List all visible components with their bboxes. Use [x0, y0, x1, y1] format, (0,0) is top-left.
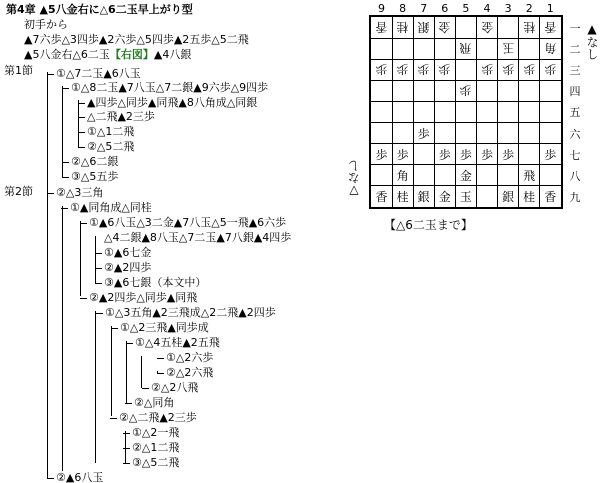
tree-branch	[111, 328, 118, 329]
sente-piece: 歩	[459, 147, 472, 162]
gote-piece: 金	[481, 20, 494, 34]
tree-line: ③△5五歩	[71, 170, 119, 183]
gote-piece: 歩	[502, 62, 515, 77]
tree-branch	[62, 88, 69, 89]
sente-hand: ▽なし	[347, 160, 361, 198]
tree-line: ②△1二飛	[132, 441, 180, 454]
diagram-link[interactable]: 【右図】	[109, 48, 154, 61]
tree-line: ③▲6七銀（本文中）	[104, 276, 207, 289]
sente-piece: 玉	[459, 189, 472, 204]
tree-branch	[95, 253, 102, 254]
tree-stem	[62, 206, 63, 471]
tree-line: ②△2八飛	[151, 381, 199, 394]
intro-line-3b: ▲4八銀	[153, 48, 192, 61]
rank-number: 四	[569, 85, 581, 99]
gote-piece: 歩	[396, 62, 409, 77]
file-number: 9	[378, 2, 385, 15]
grid-line	[371, 101, 561, 102]
gote-hand: ▲なし	[585, 22, 599, 60]
file-number: 2	[525, 2, 533, 15]
chapter-title: 第4章 ▲5八金右に△6二玉早上がり型	[6, 3, 193, 16]
gote-piece: 玉	[502, 41, 515, 56]
sente-piece: 歩	[502, 147, 515, 162]
grid-line	[434, 17, 435, 207]
tree-stem	[78, 100, 79, 147]
gote-piece: 金	[438, 20, 451, 34]
grid-line	[371, 122, 561, 123]
sente-piece: 歩	[375, 147, 388, 162]
tree-branch	[126, 343, 133, 344]
rank-number: 五	[569, 106, 581, 120]
intro-line-3a: ▲5八金右△6二玉	[24, 48, 110, 61]
tree-line: ①▲6七金	[104, 246, 152, 259]
sente-piece: 角	[396, 168, 409, 183]
tree-branch	[96, 313, 103, 314]
tree-line: 第1節	[4, 64, 33, 77]
rank-number: 二	[569, 43, 581, 57]
sente-piece: 香	[544, 189, 557, 204]
tree-line: ③△5二飛	[132, 456, 180, 469]
tree-stem	[126, 341, 127, 403]
tree-branch	[80, 223, 87, 224]
tree-stem	[141, 356, 142, 388]
tree-branch	[78, 117, 85, 118]
sente-piece: 飛	[523, 168, 536, 183]
tree-stem	[95, 311, 96, 463]
file-number: 8	[399, 2, 407, 15]
gote-piece: 桂	[396, 20, 409, 34]
tree-line: ②△5二飛	[87, 140, 135, 153]
tree-stem	[62, 86, 63, 177]
intro-line-1: 初手から	[24, 18, 68, 31]
file-number: 1	[546, 2, 554, 15]
tree-branch	[142, 388, 149, 389]
sente-piece: 桂	[523, 189, 536, 204]
board-caption: 【△6二玉まで】	[384, 218, 473, 232]
tree-stem	[157, 371, 158, 373]
tree-line: ②△同角	[134, 396, 175, 409]
gote-piece: 歩	[459, 83, 472, 98]
tree-branch	[157, 358, 164, 359]
sente-piece: 銀	[502, 189, 515, 204]
tree-branch	[78, 103, 85, 104]
tree-line: ②△2六飛	[166, 366, 214, 379]
tree-line: ①△2三飛▲同歩成	[120, 321, 209, 334]
file-number: 7	[420, 2, 428, 15]
gote-piece: 歩	[544, 62, 557, 77]
tree-stem	[80, 221, 81, 296]
tree-branch	[80, 298, 87, 299]
tree-branch	[125, 403, 132, 404]
tree-line: ①△2一飛	[132, 426, 180, 439]
sente-piece: 銀	[417, 189, 430, 204]
tree-branch	[47, 74, 54, 75]
tree-branch	[78, 132, 85, 133]
rank-number: 一	[569, 22, 581, 35]
sente-piece: 歩	[480, 147, 493, 162]
tree-line: ①△1二飛	[87, 125, 135, 138]
tree-line: ①△4五桂▲2五飛	[135, 336, 220, 349]
tree-line: ②△3三角	[56, 186, 104, 199]
sente-piece: 歩	[417, 126, 430, 141]
gote-piece: 歩	[438, 62, 451, 77]
tree-stem	[47, 72, 48, 192]
tree-branch	[110, 418, 117, 419]
tree-branch	[95, 283, 102, 284]
gote-piece: 銀	[417, 20, 430, 34]
sente-piece: 桂	[396, 189, 409, 204]
tree-branch	[123, 463, 130, 464]
tree-line: ②▲2四歩△同歩▲同飛	[89, 291, 198, 304]
sente-piece: 香	[375, 189, 388, 204]
gote-piece: 歩	[523, 62, 536, 77]
gote-piece: 歩	[417, 62, 430, 77]
tree-branch	[47, 193, 54, 194]
gote-piece: 桂	[523, 20, 536, 34]
gote-piece: 歩	[375, 62, 388, 77]
tree-branch	[47, 478, 54, 479]
file-number: 5	[462, 2, 470, 15]
tree-line: ①△8二玉▲7八玉△7二銀▲9六歩△9四歩	[71, 81, 269, 94]
tree-stem	[47, 192, 48, 479]
tree-line: △4二銀▲8八玉△7二玉▲7八銀▲4四歩	[104, 231, 292, 244]
sente-piece: 歩	[544, 147, 557, 162]
tree-line: ①▲6八玉△3二金▲7八玉△5一飛▲6六歩	[89, 216, 287, 229]
tree-stem	[95, 236, 96, 284]
tree-stem	[125, 431, 126, 463]
tree-line: ▲四歩△同歩▲同飛▲8八角成△同銀	[87, 96, 258, 109]
tree-line: ②△6二銀	[71, 155, 119, 168]
file-number: 6	[441, 2, 449, 15]
sente-piece: 歩	[438, 147, 451, 162]
tree-branch	[157, 373, 164, 374]
sente-piece: 金	[459, 168, 472, 183]
tree-branch	[78, 147, 85, 148]
sente-piece: 歩	[396, 147, 409, 162]
gote-piece: 歩	[481, 62, 494, 77]
tree-line: △二飛▲2三歩	[87, 110, 155, 123]
file-number: 4	[483, 2, 491, 15]
intro-line-2: ▲7六歩△3四歩▲2六歩△5四歩▲2五歩△5二飛	[24, 33, 249, 46]
gote-piece: 飛	[459, 41, 472, 56]
tree-line: ②△二飛▲2三歩	[119, 411, 197, 424]
tree-line: ②▲2四歩	[104, 261, 152, 274]
tree-line: ①△7二玉▲6八玉	[56, 67, 141, 80]
tree-stem	[111, 326, 112, 416]
file-number: 3	[504, 2, 512, 15]
rank-number: 七	[569, 148, 581, 162]
gote-piece: 香	[544, 20, 557, 34]
tree-line: ②▲6八玉	[56, 471, 104, 483]
tree-branch	[62, 162, 69, 163]
rank-number: 八	[569, 169, 581, 183]
gote-piece: 香	[375, 20, 388, 34]
tree-branch	[62, 177, 69, 178]
rank-number: 六	[569, 127, 581, 141]
sente-piece: 金	[438, 189, 451, 204]
gote-piece: 角	[544, 41, 557, 56]
tree-line: ①△3五角▲2三飛成△2二飛▲2四歩	[105, 306, 276, 319]
tree-line: ①▲同角成△同桂	[70, 201, 152, 214]
rank-number: 九	[569, 190, 581, 204]
tree-branch	[95, 268, 102, 269]
shogi-board	[369, 15, 563, 209]
intro-line-3	[24, 48, 191, 61]
rank-number: 三	[569, 64, 581, 78]
tree-line: 第2節	[4, 185, 33, 198]
tree-line: ①△2六歩	[166, 351, 214, 364]
